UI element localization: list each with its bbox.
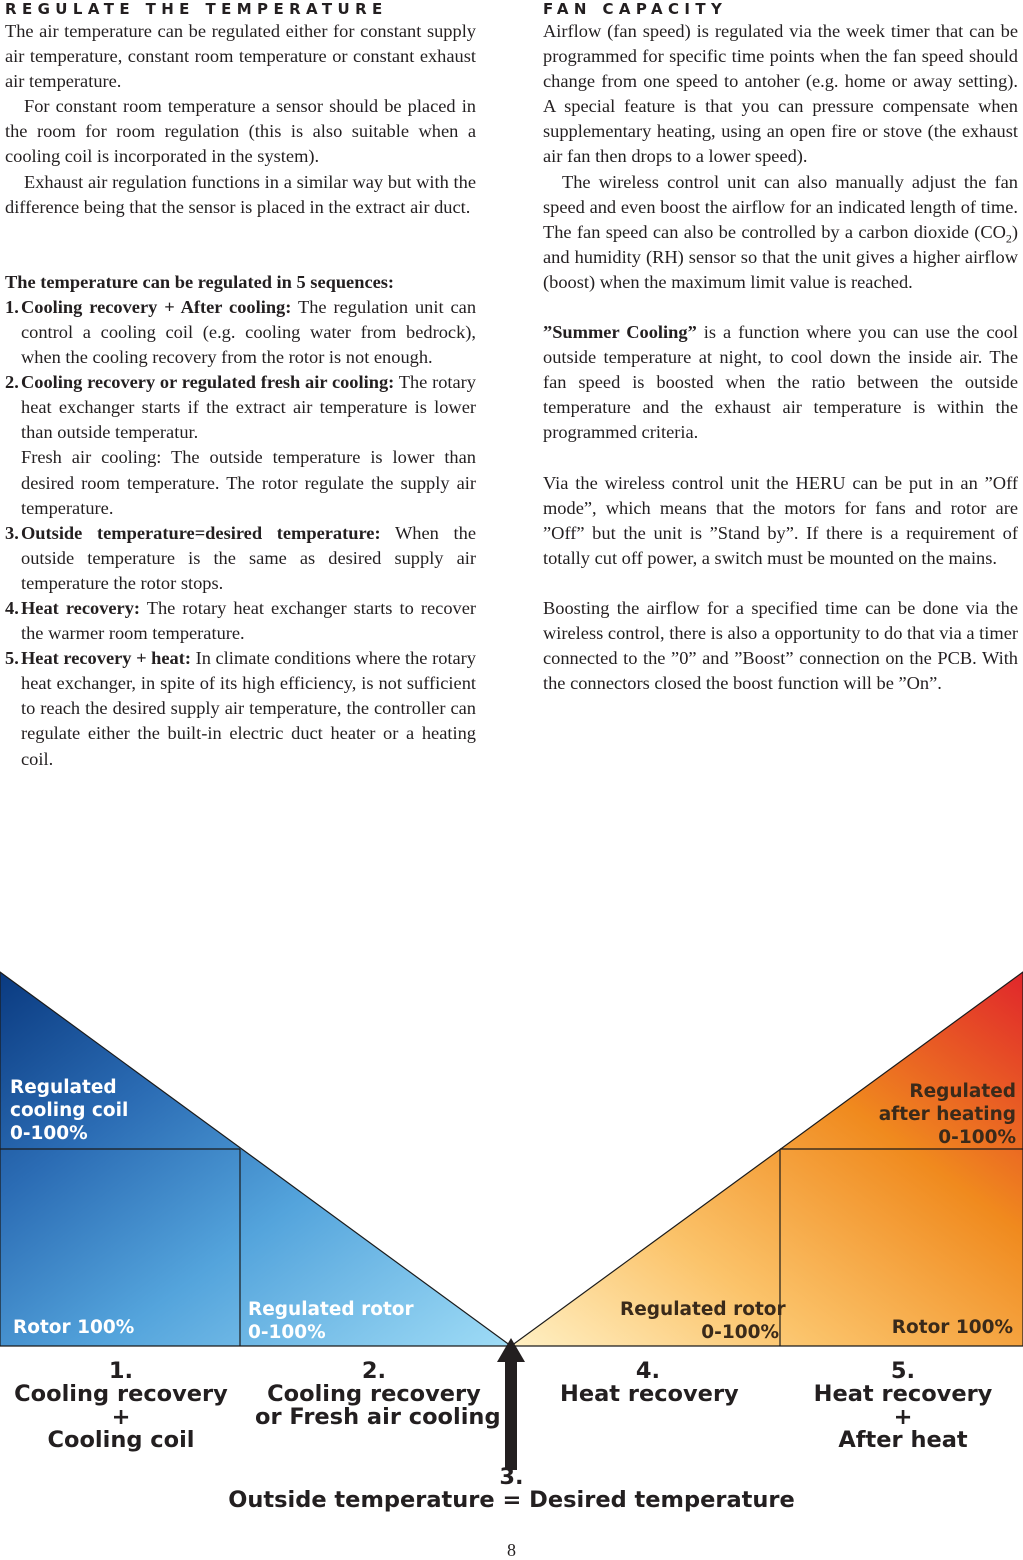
list-item: 4. Heat recovery: The rotary heat exchanger starts to recover the warmer room temperature. <box>5 597 476 644</box>
right-column <box>543 0 1018 696</box>
paragraph: Airflow (fan speed) is regulated via the week timer that can be programmed for specific time points when the fan speed should change from one speed to antoher (e.g. home or away setting). A special feature is that you can pressure compensate when supplementary heating, using an open fire or stove (the exhaust air fan then drops to a lower speed). <box>543 21 1018 167</box>
paragraph: The air temperature can be regulated either for constant supply air temperature, constant room temperature or constant exhaust air temperature. <box>5 21 476 92</box>
caption-1: 1. Cooling recovery + Cooling coil <box>14 1358 228 1453</box>
temperature-sequence-diagram <box>0 960 1023 1520</box>
sequence-list <box>5 295 476 772</box>
caption-3: 3. Outside temperature = Desired temperature <box>228 1464 795 1513</box>
caption-2: 2. Cooling recovery or Fresh air cooling <box>255 1358 501 1430</box>
paragraph: Via the wireless control unit the HERU can be put in an ”Off mode”, which means that the motors for fans and rotor are ”Off” but the unit is ”Stand by”. If there is a requirement of totally cut off power, a switch must be mounted on the mains. <box>543 472 1018 568</box>
zone2-label: Regulated rotor 0-100% <box>248 1299 414 1343</box>
list-item: 3. Outside temperature=desired temperature: When the outside temperature is the same as desired supply air temperature the rotor stops. <box>5 522 476 593</box>
paragraph: Exhaust air regulation functions in a similar way but with the difference being that the sensor is placed in the extract air duct. <box>5 171 476 217</box>
zone4-label: Regulated rotor 0-100% <box>620 1299 786 1343</box>
left-column <box>5 0 476 772</box>
arrow-shaft <box>505 1360 517 1470</box>
zone5-top-label: Regulated after heating 0-100% <box>878 1081 1016 1148</box>
zone5-rotor-label: Rotor 100% <box>891 1317 1013 1338</box>
paragraph-summer-cooling: ”Summer Cooling” is a function where you can use the cool outside temperature at night, to cool down the inside air. The fan speed is boosted when the ratio between the outside temperature and the exhaust air temperature is within the programmed criteria. <box>543 322 1018 443</box>
paragraph: For constant room temperature a sensor should be placed in the room for room regulation (this is also suitable when a cooling coil is incorporated in the system). <box>5 96 476 167</box>
list-item: 1. Cooling recovery + After cooling: The regulation unit can control a cooling coil (e.g. cooling water from bedrock), when the cooling recovery from the rotor is not enough. <box>5 296 477 368</box>
sequences-title: The temperature can be regulated in 5 sequences: <box>5 271 395 292</box>
paragraph: The wireless control unit can also manually adjust the fan speed and even boost the airflow for an indicated length of time. The fan speed can also be controlled by a carbon dioxide $(CO_2)$ and humidity (RH) sensor so that the unit gives a higher airflow (boost) when the maximum limit value is reached. <box>543 171 1018 292</box>
list-item: 2. Cooling recovery or regulated fresh air cooling: The rotary heat exchanger starts if the extract air temperature is lower than outside temperatur. Fresh air cooling: The outside temperature is lower than desired room temperature. The rotor regulate the supply air temperature. <box>5 372 476 518</box>
zone1-rotor-label: Rotor 100% <box>13 1317 135 1338</box>
section-heading-fan-capacity: FAN CAPACITY <box>543 0 728 18</box>
list-item: 5. Heat recovery + heat: In climate conditions where the rotary heat exchanger, in spite of its high efficiency, is not sufficient to reach the desired supply air temperature, the controller can regulate either the built-in electric duct heater or a heating coil. <box>5 648 476 769</box>
caption-5: 5. Heat recovery + After heat <box>813 1358 993 1453</box>
warm-heating-triangle <box>511 972 1023 1346</box>
caption-4: 4. Heat recovery <box>560 1358 739 1407</box>
section-heading-temperature: REGULATE THE TEMPERATURE <box>5 0 388 18</box>
page-number: 8 <box>507 1540 516 1560</box>
zone1-top-label: Regulated cooling coil 0-100% <box>10 1077 129 1144</box>
blue-cooling-triangle <box>0 972 511 1346</box>
paragraph: Boosting the airflow for a specified time can be done via the wireless control, there is also a opportunity to do that via a timer connected to the ”0” and ”Boost” connection on the PCB. With the connectors closed the boost function will be ”On”. <box>543 597 1018 694</box>
